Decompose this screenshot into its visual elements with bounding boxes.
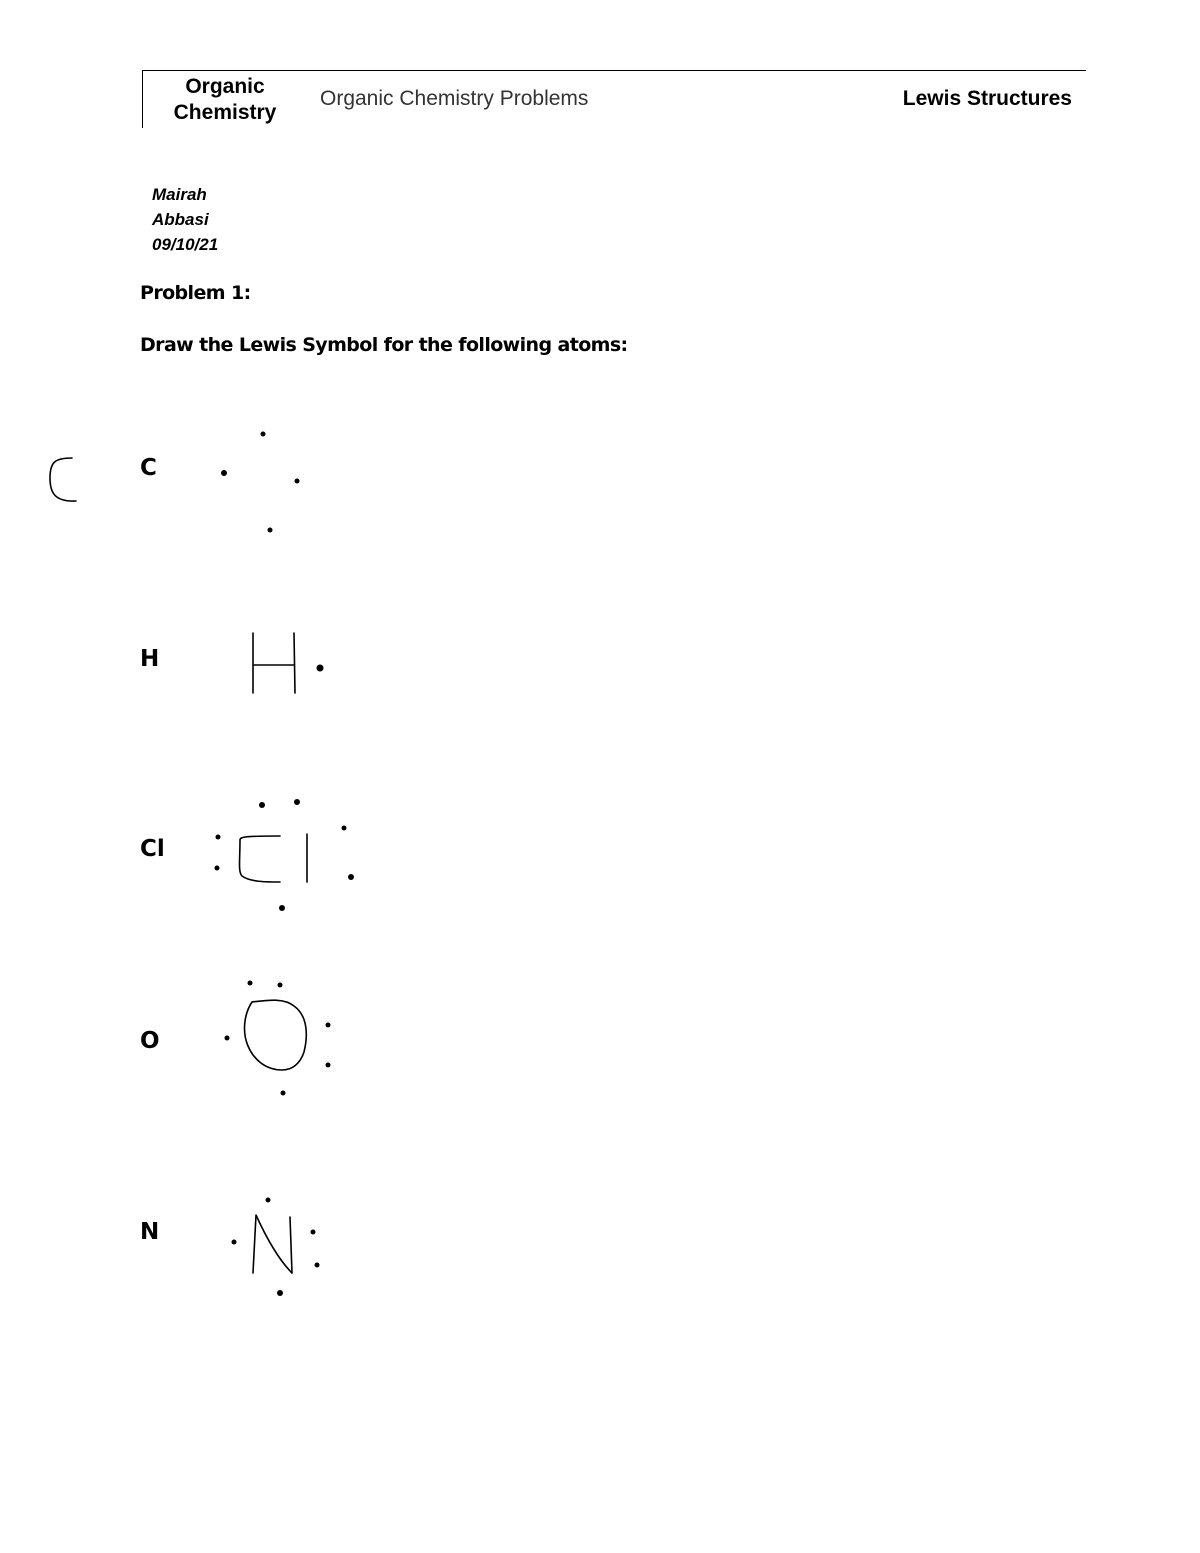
electron-dot <box>294 799 300 805</box>
header-subject-line1: Organic <box>185 75 265 98</box>
electron-dot <box>326 1023 331 1028</box>
electron-dot <box>326 1063 331 1068</box>
electron-dot <box>277 1290 283 1296</box>
header-topic: Lewis Structures <box>902 87 1072 110</box>
electron-dot <box>317 665 324 672</box>
atom-label-h: H <box>140 646 160 672</box>
electron-dot <box>348 874 354 880</box>
electron-dot <box>295 479 300 484</box>
electron-dot <box>216 835 221 840</box>
header-title: Organic Chemistry Problems <box>320 87 589 110</box>
atom-label-n: N <box>140 1219 160 1245</box>
header-subject <box>160 74 290 126</box>
stroke-o <box>245 1000 307 1070</box>
electron-dot <box>268 528 273 533</box>
electron-dot <box>261 432 266 437</box>
electron-dot <box>215 866 220 871</box>
header-divider <box>142 70 143 128</box>
lewis-drawing-c <box>200 420 340 550</box>
stroke-c <box>50 458 76 501</box>
electron-dot <box>279 905 285 911</box>
author-block <box>152 182 218 257</box>
problem-instruction: Draw the Lewis Symbol for the following atoms: <box>140 334 628 356</box>
stroke-h-right <box>294 633 295 693</box>
electron-dot <box>342 826 347 831</box>
author-date: 09/10/21 <box>152 235 219 254</box>
electron-dot <box>311 1230 316 1235</box>
electron-dot <box>281 1091 286 1096</box>
lewis-drawing-cl <box>200 790 380 920</box>
lewis-drawing-o <box>200 970 360 1100</box>
lewis-drawing-h <box>200 625 340 705</box>
header-subject-line2: Chemistry <box>173 101 277 124</box>
stroke-c <box>240 836 281 882</box>
electron-dot <box>248 981 253 986</box>
electron-dot <box>232 1240 237 1245</box>
electron-dot <box>278 983 283 988</box>
electron-dot <box>221 470 227 476</box>
problem-label: Problem 1: <box>140 282 251 304</box>
atom-label-o: O <box>140 1028 160 1054</box>
lewis-drawing-n <box>200 1185 360 1310</box>
electron-dot <box>266 1198 271 1203</box>
electron-dot <box>315 1263 320 1268</box>
header-rule <box>142 70 1086 71</box>
author-first-name: Mairah <box>152 185 207 204</box>
electron-dot <box>259 802 265 808</box>
electron-dot <box>225 1036 230 1041</box>
atom-label-c: C <box>140 455 157 481</box>
stroke-n <box>253 1215 292 1273</box>
author-last-name: Abbasi <box>152 210 209 229</box>
atom-label-cl: Cl <box>140 836 165 862</box>
